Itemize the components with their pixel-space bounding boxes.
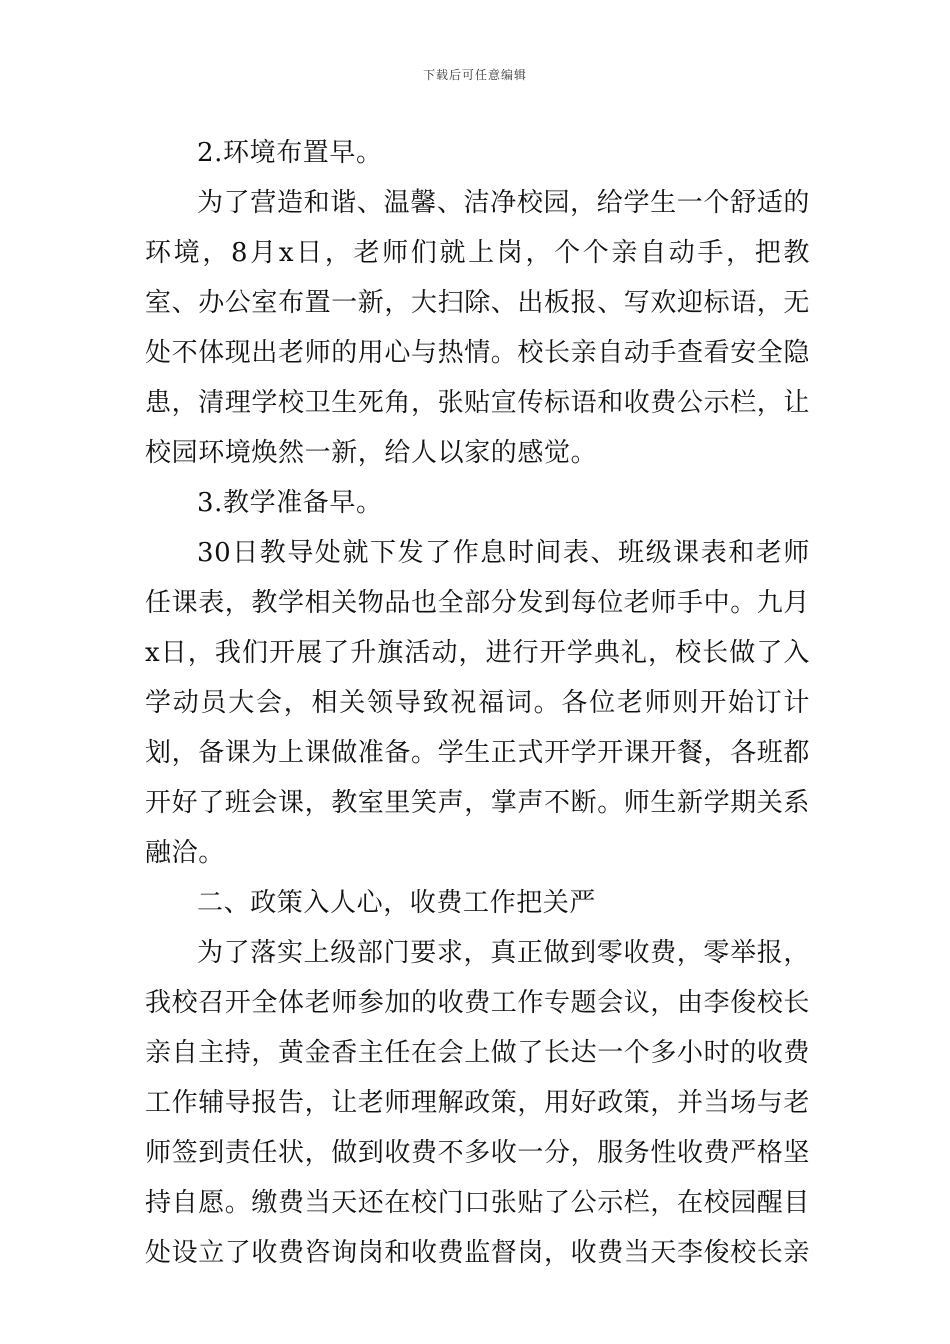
section-heading-environment: 2.环境布置早。 xyxy=(197,138,383,168)
section-heading-teaching: 3.教学准备早。 xyxy=(197,488,383,518)
paragraph-environment: 为了营造和谐、温馨、洁净校园，给学生一个舒适的环境，8月x日，老师们就上岗，个个亲自动手，把教室、办公室布置一新，大扫除、出板报、写欢迎标语，无处不体现出老师的用心与热情。校长亲自动手查看安全隐患，清理学校卫生死角，张贴宣传标语和收费公示栏，让校园环境焕然一新，给人以家的感觉。 xyxy=(145,188,811,468)
section-heading-fees: 二、政策入人心，收费工作把关严 xyxy=(197,888,597,918)
paragraph-teaching: 30日教导处就下发了作息时间表、班级课表和老师任课表，教学相关物品也全部分发到每位老师手中。九月x日，我们开展了升旗活动，进行开学典礼，校长做了入学动员大会，相关领导致祝福词。各位老师则开始订计划，备课为上课做准备。学生正式开学开课开餐，各班都开好了班会课，教室里笑声，掌声不断。师生新学期关系融洽。 xyxy=(145,538,811,868)
page-header-note: 下载后可任意编辑 xyxy=(422,68,527,82)
document-body xyxy=(145,128,810,1278)
paragraph-fees: 为了落实上级部门要求，真正做到零收费，零举报，我校召开全体老师参加的收费工作专题会议，由李俊校长亲自主持，黄金香主任在会上做了长达一个多小时的收费工作辅导报告，让老师理解政策，用好政策，并当场与老师签到责任状，做到收费不多收一分，服务性收费严格坚持自愿。缴费当天还在校门口张贴了公示栏，在校园醒目处设立了收费咨询岗和收费监督岗，收费当天李俊校长亲 xyxy=(145,938,811,1268)
